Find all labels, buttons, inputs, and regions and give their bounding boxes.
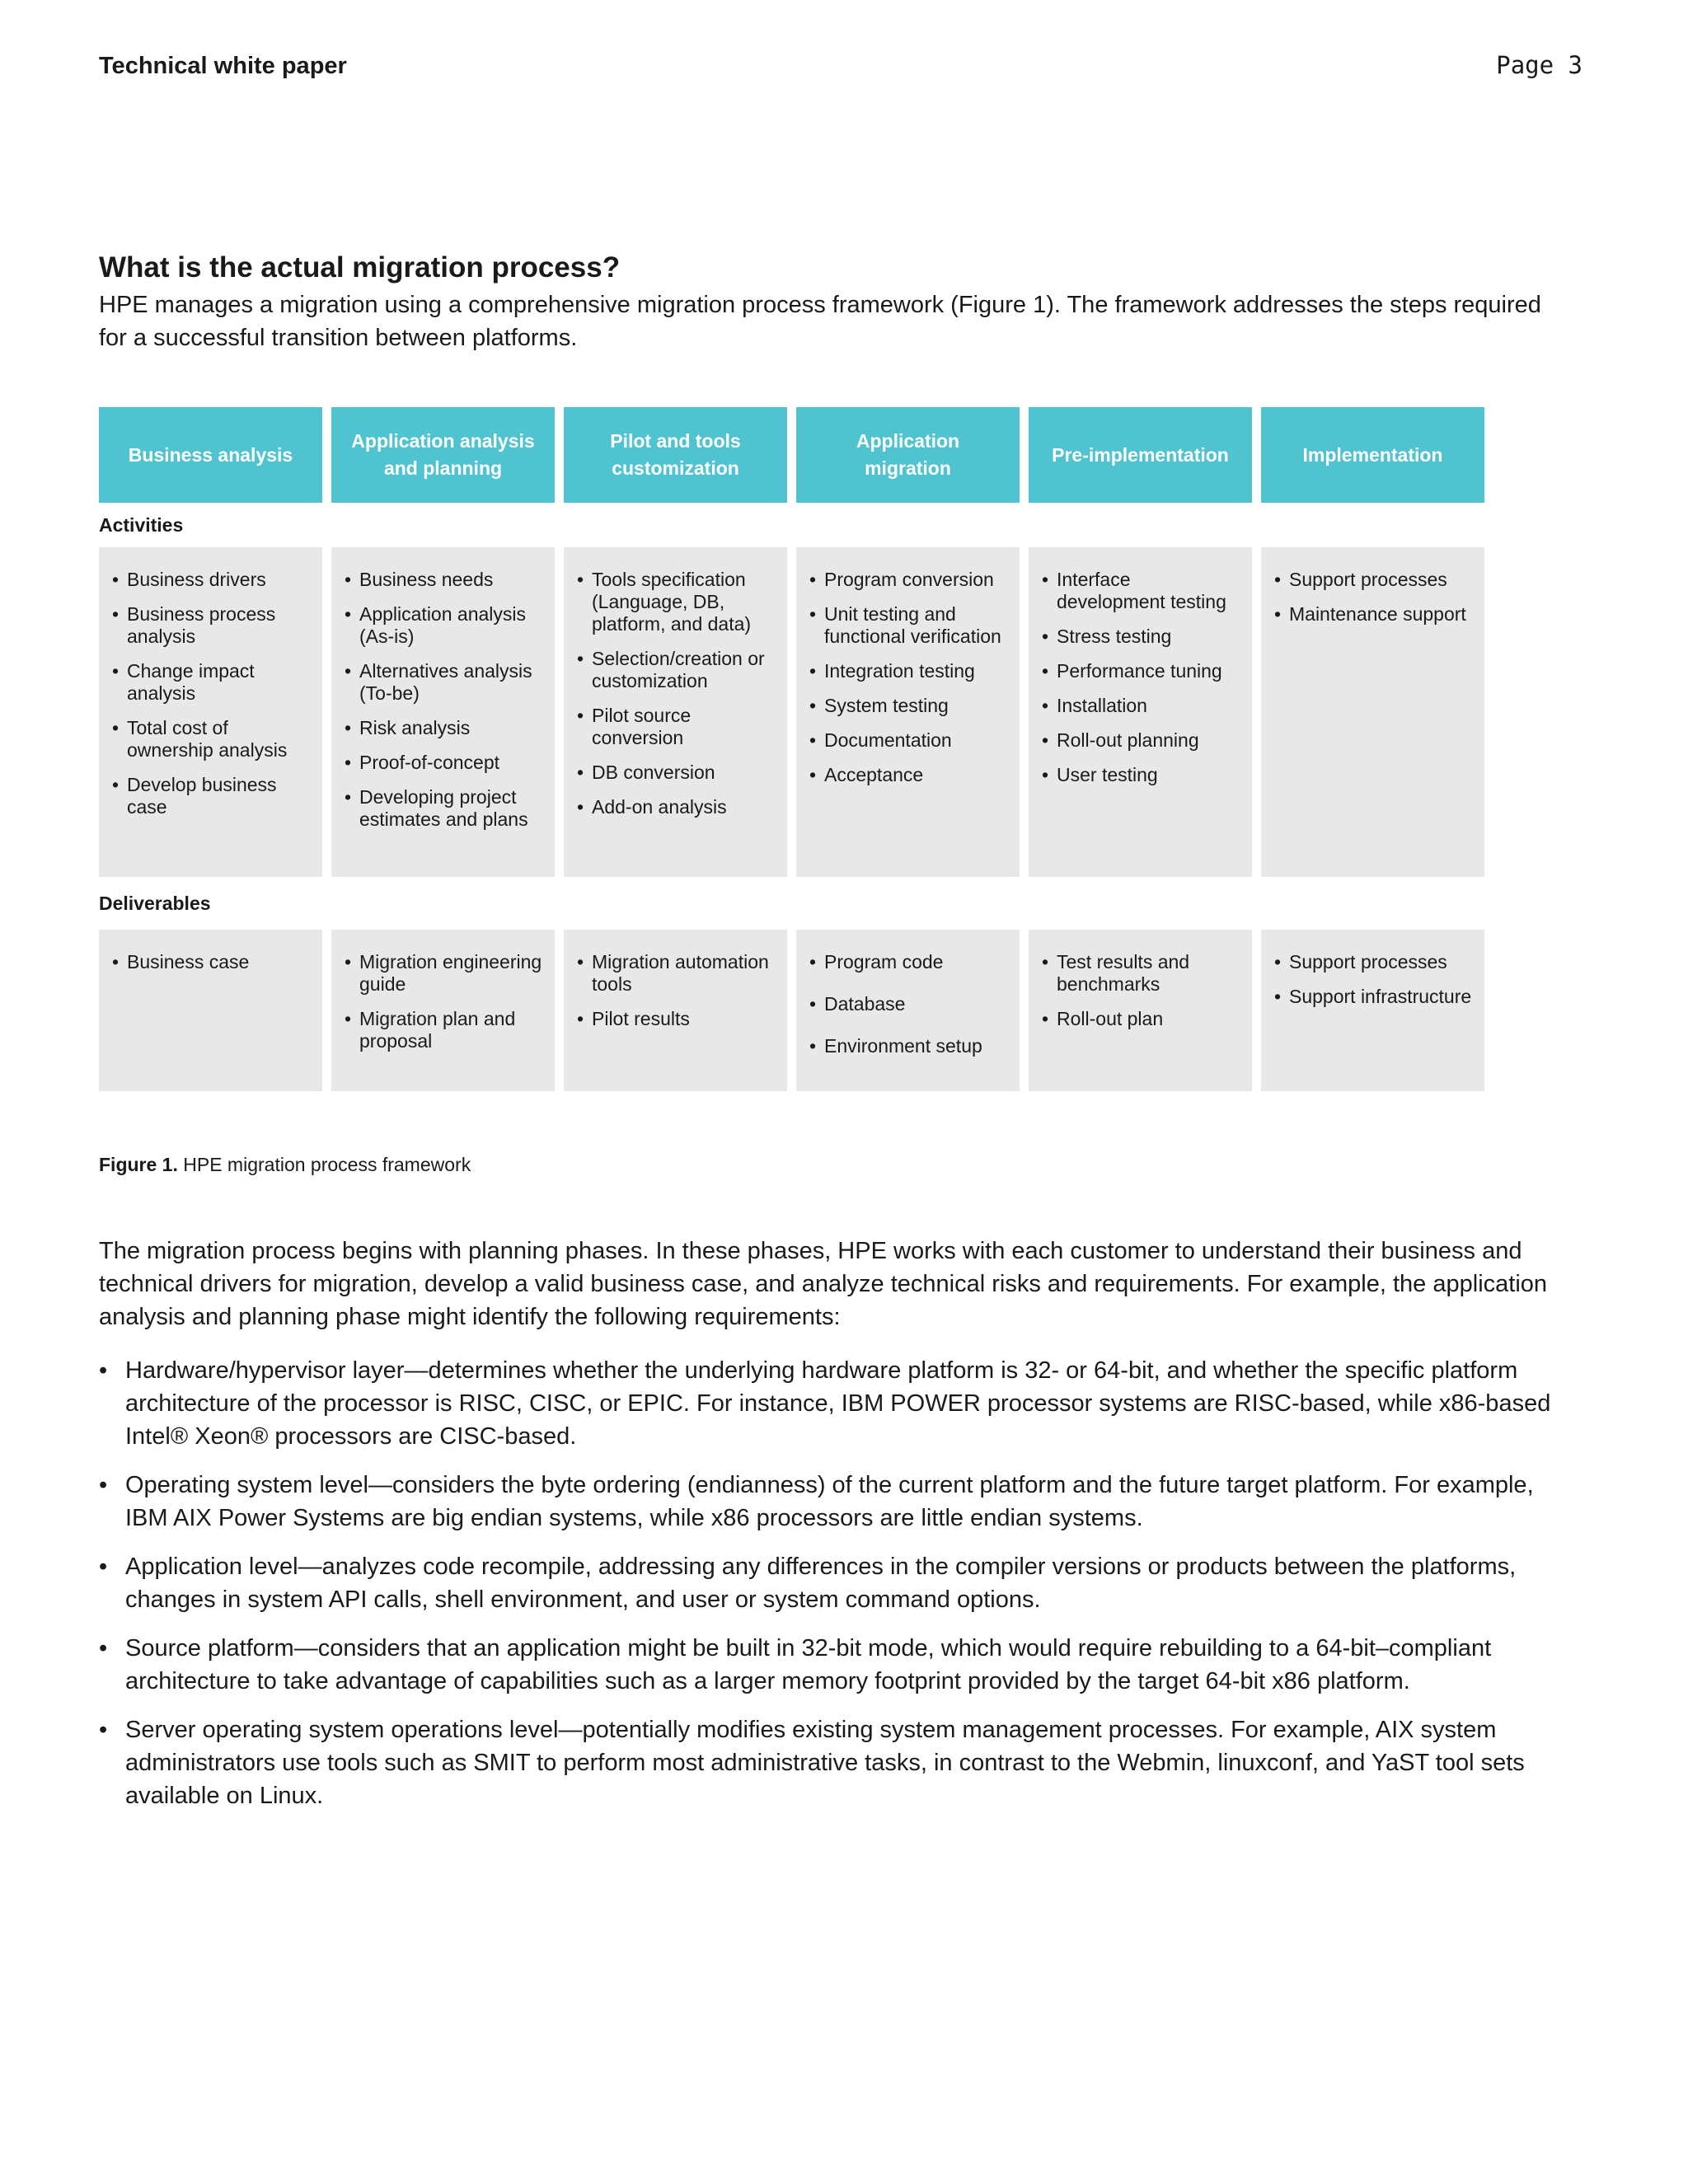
body-paragraph: The migration process begins with planning phases. In these phases, HPE works with each customer to understand their business and technical drivers for migration, develop a valid business case, and analyze technical risks and requirements. For example, the application analysis and planning phase might identify the following requirements:: [99, 1238, 1548, 1330]
list-item: • Database: [809, 993, 1011, 1015]
list-item: • Business needs: [345, 569, 546, 591]
deliverables-cell: [331, 930, 555, 1091]
list-item: • Total cost of ownership analysis: [112, 717, 314, 762]
list-item: • Developing project estimates and plans: [345, 786, 546, 831]
caption-text: HPE migration process framework: [177, 1154, 471, 1175]
list-item: • System testing: [809, 695, 1011, 717]
page-number: Page 3: [1496, 51, 1582, 79]
activities-cell: [796, 547, 1020, 877]
list-item: • Maintenance support: [1274, 603, 1476, 626]
list-item: • Develop business case: [112, 774, 314, 818]
list-item: • Acceptance: [809, 764, 1011, 786]
migration-framework-figure: [99, 407, 1484, 1091]
phase-header-row: [99, 407, 1484, 503]
section-heading: What is the actual migration process?: [99, 251, 621, 284]
list-item: • Performance tuning: [1042, 660, 1244, 682]
list-item: • Tools specification (Language, DB, platform, and data): [577, 569, 779, 635]
list-item: • Add-on analysis: [577, 796, 779, 818]
phase-header: Pilot and tools customization: [564, 407, 787, 503]
deliverables-cell: [564, 930, 787, 1091]
activities-row: [99, 547, 1484, 877]
deliverables-cell: [796, 930, 1020, 1091]
list-item: • Migration plan and proposal: [345, 1008, 546, 1052]
list-item: • Integration testing: [809, 660, 1011, 682]
list-item: • Program conversion: [809, 569, 1011, 591]
phase-header: Implementation: [1261, 407, 1484, 503]
requirements-list: [99, 1354, 1582, 1828]
list-item: • Environment setup: [809, 1035, 1011, 1057]
intro-paragraph: HPE manages a migration using a comprehensive migration process framework (Figure 1). The framework addresses the steps required for a successful transition between platforms.: [99, 292, 1541, 351]
activities-label: Activities: [99, 514, 184, 536]
deliverables-row: [99, 930, 1484, 1091]
list-item: • Server operating system operations level—potentially modifies existing system management processes. For example, AIX system administrators use tools such as SMIT to perform most administrative tasks, in contrast to the Webmin, linuxconf, and YaST tool sets available on Linux.: [99, 1713, 1582, 1812]
list-item: • Source platform—considers that an application might be built in 32-bit mode, which would require rebuilding to a 64-bit–compliant architecture to take advantage of capabilities such as a larger memory footprint provided by the target 64-bit x86 platform.: [99, 1632, 1582, 1698]
list-item: • Program code: [809, 951, 1011, 973]
deliverables-cell: [99, 930, 322, 1091]
list-item: • Pilot results: [577, 1008, 779, 1030]
activities-cell: [1261, 547, 1484, 877]
activities-cell: [331, 547, 555, 877]
list-item: • Documentation: [809, 729, 1011, 752]
list-item: • Test results and benchmarks: [1042, 951, 1244, 996]
document-header-title: Technical white paper: [99, 53, 347, 79]
list-item: • Business drivers: [112, 569, 314, 591]
list-item: • Application level—analyzes code recompile, addressing any differences in the compiler versions or products between the platforms, changes in system API calls, shell environment, and user or system command options.: [99, 1550, 1582, 1616]
caption-label: Figure 1.: [99, 1154, 178, 1175]
list-item: • Risk analysis: [345, 717, 546, 739]
list-item: • Support infrastructure: [1274, 986, 1476, 1008]
deliverables-label: Deliverables: [99, 893, 211, 914]
list-item: • Alternatives analysis (To-be): [345, 660, 546, 705]
list-item: • Migration engineering guide: [345, 951, 546, 996]
list-item: • Roll-out plan: [1042, 1008, 1244, 1030]
list-item: • Migration automation tools: [577, 951, 779, 996]
list-item: • Installation: [1042, 695, 1244, 717]
list-item: • Change impact analysis: [112, 660, 314, 705]
phase-header: Business analysis: [99, 407, 322, 503]
list-item: • User testing: [1042, 764, 1244, 786]
list-item: • Stress testing: [1042, 626, 1244, 648]
list-item: • Support processes: [1274, 951, 1476, 973]
figure-caption: [99, 1154, 471, 1176]
phase-header: Pre-implementation: [1029, 407, 1252, 503]
deliverables-cell: [1029, 930, 1252, 1091]
deliverables-cell: [1261, 930, 1484, 1091]
list-item: • Support processes: [1274, 569, 1476, 591]
phase-header: Application migration: [796, 407, 1020, 503]
list-item: • Hardware/hypervisor layer—determines whether the underlying hardware platform is 32- or 64-bit, and whether the specific platform architecture of the processor is RISC, CISC, or EPIC. For instance, IBM POWER processor systems are RISC-based, while x86-based Intel® Xeon® processors are CISC-based.: [99, 1354, 1582, 1453]
list-item: • DB conversion: [577, 762, 779, 784]
list-item: • Interface development testing: [1042, 569, 1244, 613]
list-item: • Selection/creation or customization: [577, 648, 779, 692]
activities-cell: [564, 547, 787, 877]
list-item: • Business process analysis: [112, 603, 314, 648]
list-item: • Proof-of-concept: [345, 752, 546, 774]
activities-cell: [99, 547, 322, 877]
phase-header: Application analysis and planning: [331, 407, 555, 503]
list-item: • Business case: [112, 951, 314, 973]
activities-cell: [1029, 547, 1252, 877]
list-item: • Application analysis (As-is): [345, 603, 546, 648]
list-item: • Roll-out planning: [1042, 729, 1244, 752]
list-item: • Unit testing and functional verification: [809, 603, 1011, 648]
list-item: • Operating system level—considers the byte ordering (endianness) of the current platform and the future target platform. For example, IBM AIX Power Systems are big endian systems, while x86 processors are little endian systems.: [99, 1469, 1582, 1535]
list-item: • Pilot source conversion: [577, 705, 779, 749]
